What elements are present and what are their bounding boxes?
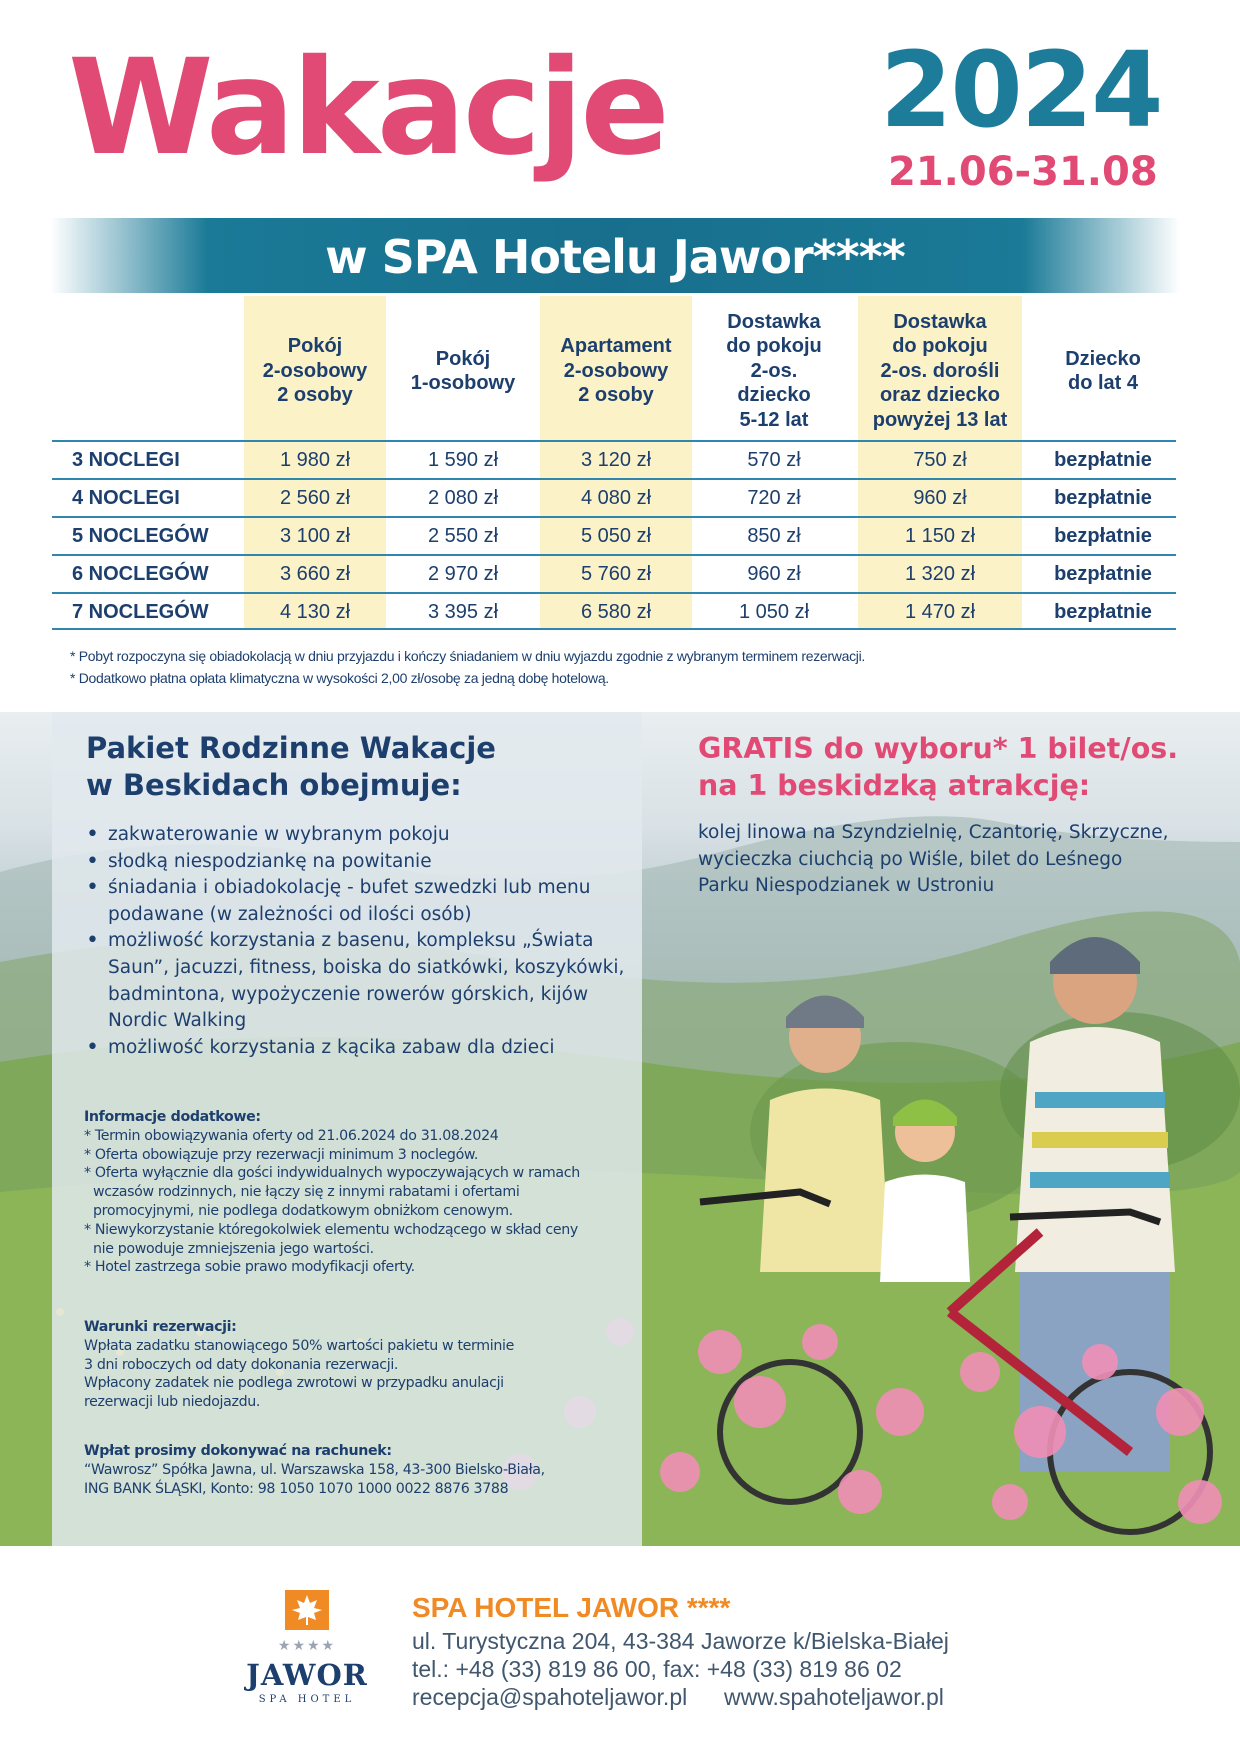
price-cell: 570 zł xyxy=(747,448,801,471)
info-line: * Oferta wyłącznie dla gości indywidualnych wypoczywających w ramach xyxy=(84,1165,580,1182)
price-cell: 3 120 zł xyxy=(580,448,652,471)
price-cell: 750 zł xyxy=(913,448,967,471)
info-line: ING BANK ŚLĄSKI, Konto: 98 1050 1070 1000 0022 8876 3788 xyxy=(84,1480,509,1497)
row-label: 3 NOCLEGI xyxy=(72,448,180,471)
info-line: nie powoduje zmniejszenia jego wartości. xyxy=(93,1240,374,1257)
table-row xyxy=(52,516,1176,554)
gratis-text-line: Parku Niespodzianek w Ustroniu xyxy=(698,875,995,897)
price-cell: 6 580 zł xyxy=(580,600,652,623)
price-cell: 2 970 zł xyxy=(427,562,499,585)
section-heading: Informacje dodatkowe: xyxy=(84,1109,261,1125)
footer-address: ul. Turystyczna 204, 43-384 Jaworze k/Bielska-Białej xyxy=(412,1628,949,1654)
price-cell: bezpłatnie xyxy=(1054,524,1152,547)
price-cell: bezpłatnie xyxy=(1054,562,1152,585)
price-cell: 3 100 zł xyxy=(279,524,351,547)
footer-website[interactable]: www.spahoteljawor.pl xyxy=(724,1684,944,1710)
table-row xyxy=(52,440,1176,478)
price-cell: 2 080 zł xyxy=(427,486,499,509)
page-title: Wakacje xyxy=(68,31,667,185)
price-cell: 1 320 zł xyxy=(904,562,976,585)
gratis-title-line: na 1 beskidzką atrakcję: xyxy=(698,769,1091,802)
list-item: • śniadania i obiadokolację - bufet szwedzki lub menu podawane (w zależności od ilości osób) xyxy=(86,875,626,928)
price-cell: 1 150 zł xyxy=(904,524,976,547)
info-line: * Hotel zastrzega sobie prawo modyfikacji oferty. xyxy=(84,1259,415,1276)
row-label: 6 NOCLEGÓW xyxy=(72,562,209,585)
price-cell: 1 470 zł xyxy=(904,600,976,623)
price-cell: 3 395 zł xyxy=(427,600,499,623)
price-cell: 4 130 zł xyxy=(279,600,351,623)
logo-name: JAWOR xyxy=(246,1658,368,1692)
column-header: Apartament 2-osobowy 2 osoby xyxy=(560,335,672,407)
info-line: “Wawrosz” Spółka Jawna, ul. Warszawska 158, 43-300 Bielsko-Biała, xyxy=(84,1461,545,1478)
gratis-title xyxy=(698,730,1178,804)
gratis-text-line: kolej linowa na Szyndzielnię, Czantorię, Skrzyczne, xyxy=(698,822,1169,843)
package-title-line: Pakiet Rodzinne Wakacje xyxy=(86,731,496,765)
price-cell: bezpłatnie xyxy=(1054,486,1152,509)
price-cell: 720 zł xyxy=(747,486,801,509)
column-header: Dostawka do pokoju 2-os. dziecko 5-12 lat xyxy=(726,311,822,431)
column-header: Dziecko do lat 4 xyxy=(1065,347,1141,394)
price-cell: 1 050 zł xyxy=(738,600,810,623)
additional-info xyxy=(84,1108,644,1277)
price-cell: 3 660 zł xyxy=(279,562,351,585)
price-cell: 2 560 zł xyxy=(279,486,351,509)
table-row xyxy=(52,478,1176,516)
year-label: 2024 xyxy=(880,29,1162,151)
package-list xyxy=(86,822,626,1061)
price-cell: bezpłatnie xyxy=(1054,600,1152,623)
gratis-text xyxy=(698,820,1178,900)
row-label: 4 NOCLEGI xyxy=(72,486,180,509)
info-line: Wpłacony zadatek nie podlega zwrotowi w przypadku anulacji xyxy=(84,1375,504,1392)
section-heading: Wpłat prosimy dokonywać na rachunek: xyxy=(84,1443,392,1459)
maple-leaf-icon xyxy=(285,1590,329,1630)
info-line: * Termin obowiązywania oferty od 21.06.2024 do 31.08.2024 xyxy=(84,1127,499,1144)
info-line: * Niewykorzystanie któregokolwiek elementu wchodzącego w skład ceny xyxy=(84,1221,578,1238)
list-item: • możliwość korzystania z basenu, kompleksu „Świata Saun”, jacuzzi, fitness, boiska do siatkówki, koszykówki, badmintona, wypożyczenie rowerów górskich, kijów Nordic Walking xyxy=(86,928,626,1034)
price-cell: 2 550 zł xyxy=(427,524,499,547)
row-label: 5 NOCLEGÓW xyxy=(72,524,209,547)
price-cell: 5 760 zł xyxy=(580,562,652,585)
price-cell: 5 050 zł xyxy=(580,524,652,547)
info-line: rezerwacji lub niedojazdu. xyxy=(84,1394,261,1411)
price-cell: 4 080 zł xyxy=(580,486,652,509)
hotel-banner xyxy=(50,218,1180,293)
row-label: 7 NOCLEGÓW xyxy=(72,600,209,623)
footer-phone: tel.: +48 (33) 819 86 00, fax: +48 (33) 819 86 02 xyxy=(412,1656,902,1682)
info-line: wczasów rodzinnych, nie łączy się z innymi rabatami i ofertami xyxy=(93,1184,520,1201)
price-cell: bezpłatnie xyxy=(1054,448,1152,471)
package-title xyxy=(86,730,496,804)
list-item: • zakwaterowanie w wybranym pokoju xyxy=(86,822,626,849)
column-header: Dostawka do pokoju 2-os. dorośli oraz dziecko powyżej 13 lat xyxy=(872,311,1008,431)
footer-hotel-name: SPA HOTEL JAWOR **** xyxy=(412,1592,731,1623)
gratis-text-line: wycieczka ciuchcią po Wiśle, bilet do Leśnego xyxy=(698,848,1123,870)
table-row xyxy=(52,592,1176,630)
price-cell: 960 zł xyxy=(913,486,967,509)
table-footnote: * Dodatkowo płatna opłata klimatyczna w wysokości 2,00 zł/osobę za jedną dobę hotelową. xyxy=(70,670,609,686)
list-item: • możliwość korzystania z kącika zabaw dla dzieci xyxy=(86,1035,626,1062)
table-footnote: * Pobyt rozpoczyna się obiadokolacją w dniu przyjazdu i kończy śniadaniem w dniu wyjazdu zgodnie z wybranym terminem rezerwacji. xyxy=(70,648,865,664)
price-cell: 960 zł xyxy=(747,562,801,585)
footer-email[interactable]: recepcja@spahoteljawor.pl xyxy=(412,1684,688,1710)
hotel-logo xyxy=(238,1590,376,1705)
info-line: Wpłata zadatku stanowiącego 50% wartości pakietu w terminie xyxy=(84,1337,514,1354)
payment-info xyxy=(84,1442,644,1498)
column-header: Pokój 1-osobowy xyxy=(410,347,516,394)
date-range: 21.06-31.08 xyxy=(888,149,1158,195)
column-header: Pokój 2-osobowy 2 osoby xyxy=(262,335,368,407)
section-heading: Warunki rezerwacji: xyxy=(84,1319,237,1335)
price-cell: 1 590 zł xyxy=(427,448,499,471)
info-line: 3 dni roboczych od daty dokonania rezerwacji. xyxy=(84,1356,399,1373)
table-row xyxy=(52,554,1176,592)
price-cell: 850 zł xyxy=(747,524,801,547)
price-cell: 1 980 zł xyxy=(279,448,351,471)
list-item: • słodką niespodziankę na powitanie xyxy=(86,849,626,876)
logo-stars: ★★★★ xyxy=(277,1637,337,1653)
logo-subtitle: SPA HOTEL xyxy=(258,1694,356,1705)
banner-text: w SPA Hotelu Jawor**** xyxy=(325,230,905,284)
info-line: * Oferta obowiązuje przy rezerwacji minimum 3 noclegów. xyxy=(84,1146,479,1163)
gratis-title-line: GRATIS do wyboru* 1 bilet/os. xyxy=(698,732,1179,765)
booking-terms xyxy=(84,1318,644,1412)
info-line: promocyjnymi, nie podlega dodatkowym obniżkom cenowym. xyxy=(93,1202,513,1219)
package-title-line: w Beskidach obejmuje: xyxy=(86,768,462,802)
